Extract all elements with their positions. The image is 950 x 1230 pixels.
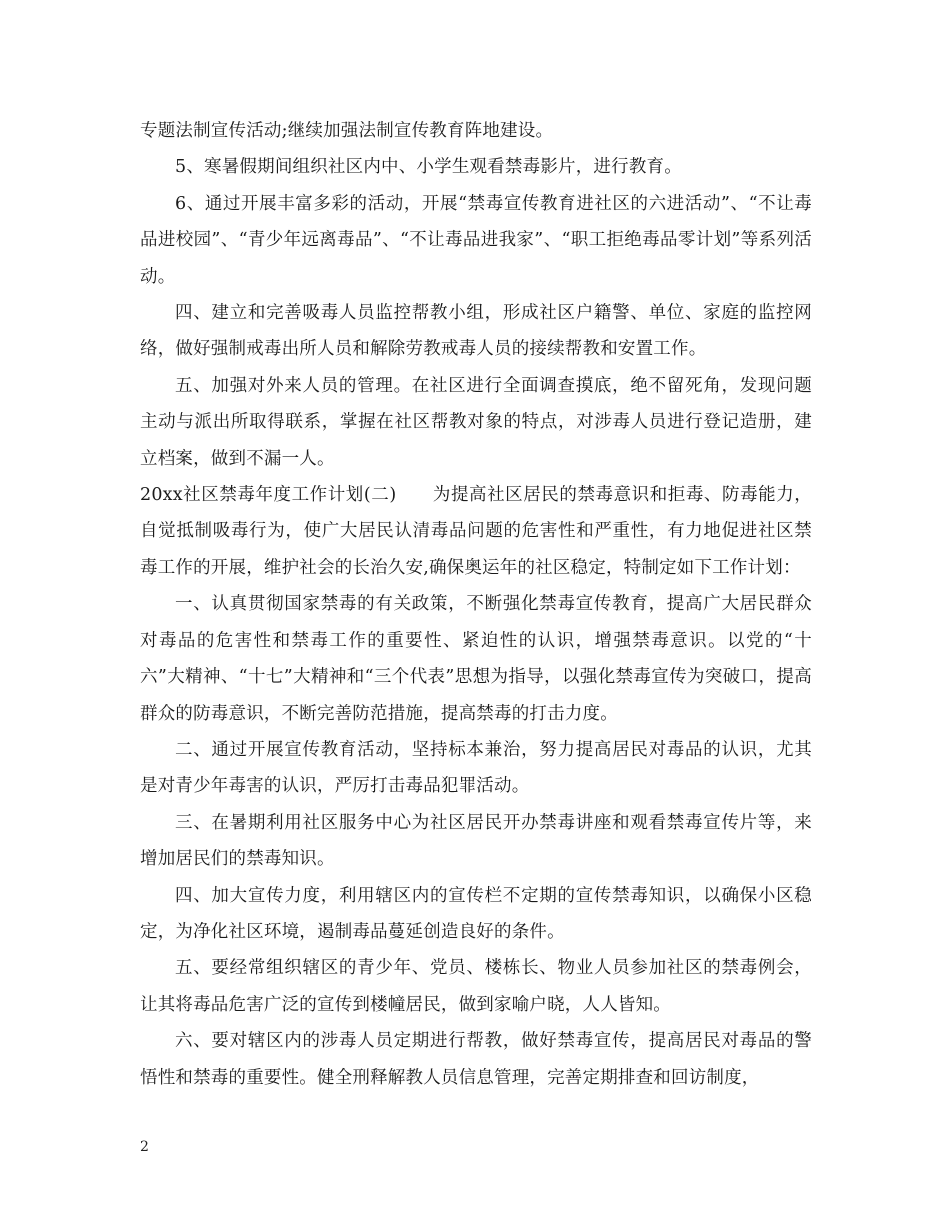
paragraph: 5、寒暑假期间组织社区内中、小学生观看禁毒影片，进行教育。 [175, 157, 682, 178]
paragraph: 三、在暑期利用社区服务中心为社区居民开办禁毒讲座和观看禁毒宣传片等，来增加居民们的禁毒知识。 [140, 812, 812, 870]
paragraph: 20xx社区禁毒年度工作计划(二) 为提高社区居民的禁毒意识和拒毒、防毒能力，自觉抵制吸毒行为，使广大居民认清毒品问题的危害性和严重性，有力地促进社区禁毒工作的开展，维护社会的长治久安,确保奥运年的社区稳定，特制定如下工作计划： [140, 485, 812, 578]
page-number: 2 [140, 1139, 149, 1155]
paragraph: 六、要对辖区内的涉毒人员定期进行帮教，做好禁毒宣传，提高居民对毒品的警悟性和禁毒的重要性。健全刑释解教人员信息管理，完善定期排查和回访制度， [140, 1031, 812, 1088]
paragraph: 二、通过开展宣传教育活动，坚持标本兼治，努力提高居民对毒品的认识，尤其是对青少年毒害的认识，严厉打击毒品犯罪活动。 [140, 739, 812, 797]
paragraph: 专题法制宣传活动;继续加强法制宣传教育阵地建设。 [140, 121, 554, 141]
paragraph: 五、要经常组织辖区的青少年、党员、楼栋长、物业人员参加社区的禁毒例会，让其将毒品危害广泛的宣传到楼幢居民，做到家喻户晓，人人皆知。 [140, 958, 812, 1015]
document-body [140, 113, 812, 1096]
paragraph: 四、建立和完善吸毒人员监控帮教小组，形成社区户籍警、单位、家庭的监控网络，做好强制戒毒出所人员和解除劳教戒毒人员的接续帮教和安置工作。 [140, 303, 812, 360]
paragraph: 6、通过开展丰富多彩的活动，开展“禁毒宣传教育进社区的六进活动”、“不让毒品进校园”、“青少年远离毒品”、“不让毒品进我家”、“职工拒绝毒品零计划”等系列活动。 [140, 193, 812, 287]
paragraph: 一、认真贯彻国家禁毒的有关政策，不断强化禁毒宣传教育，提高广大居民群众对毒品的危害性和禁毒工作的重要性、紧迫性的认识，增强禁毒意识。以党的“十六”大精神、“十七”大精神和“三个代表”思想为指导，以强化禁毒宣传为突破口，提高群众的防毒意识，不断完善防范措施，提高禁毒的打击力度。 [140, 594, 812, 724]
paragraph: 五、加强对外来人员的管理。在社区进行全面调查摸底，绝不留死角，发现问题 主动与派出所取得联系，掌握在社区帮教对象的特点，对涉毒人员进行登记造册，建立档案，做到不漏一人。 [140, 375, 812, 469]
paragraph: 四、加大宣传力度，利用辖区内的宣传栏不定期的宣传禁毒知识，以确保小区稳定，为净化社区环境，遏制毒品蔓延创造良好的条件。 [140, 885, 812, 942]
